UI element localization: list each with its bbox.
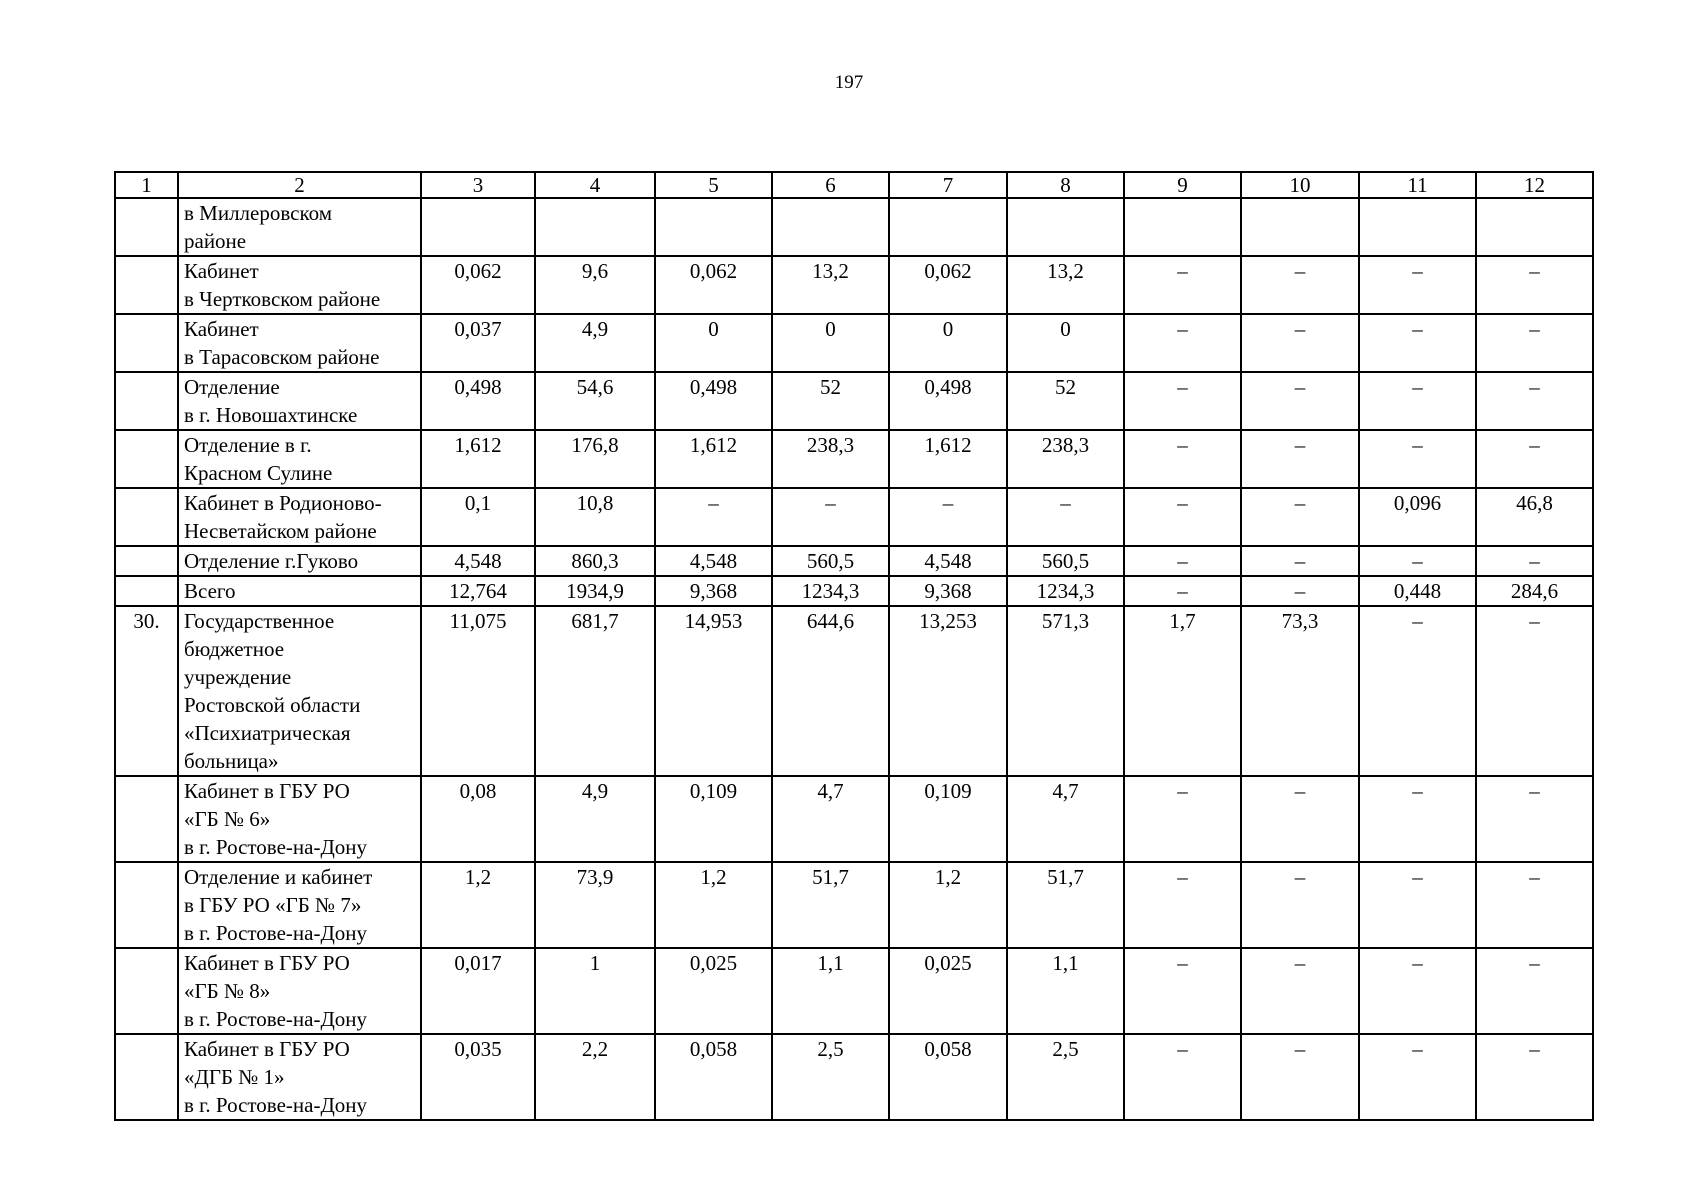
- value-cell-col-10: –: [1241, 256, 1359, 314]
- institution-name-cell: [178, 488, 421, 546]
- value-cell-col-7: 0: [889, 314, 1007, 372]
- value-cell-col-9: –: [1124, 576, 1241, 606]
- institution-name-cell: [178, 576, 421, 606]
- table-row: [115, 372, 1593, 430]
- value-cell-col-9: –: [1124, 314, 1241, 372]
- value-cell-col-4: 681,7: [535, 606, 655, 776]
- institution-name-line: учреждение: [184, 665, 292, 689]
- value-cell-col-9: –: [1124, 862, 1241, 948]
- value-cell-col-7: 0,058: [889, 1034, 1007, 1120]
- column-number: 7: [889, 172, 1007, 198]
- value-cell-col-10: –: [1241, 776, 1359, 862]
- value-cell-col-3: 0,035: [421, 1034, 535, 1120]
- value-cell-col-6: 13,2: [772, 256, 889, 314]
- value-cell-col-12: –: [1476, 372, 1593, 430]
- table-row: [115, 776, 1593, 862]
- value-cell-col-7: 1,612: [889, 430, 1007, 488]
- institution-name-cell: [178, 546, 421, 576]
- institution-name-line: Отделение и кабинет: [184, 865, 373, 889]
- institution-name-line: в г. Ростове-на-Дону: [184, 1007, 368, 1031]
- table-row: [115, 1034, 1593, 1120]
- table-row: [115, 862, 1593, 948]
- institution-name-cell: [178, 198, 421, 256]
- value-cell-col-12: –: [1476, 1034, 1593, 1120]
- row-number-cell: [115, 576, 178, 606]
- institution-name-cell: [178, 314, 421, 372]
- value-cell-col-9: [1124, 198, 1241, 256]
- institution-name-line: в Тарасовском районе: [184, 345, 380, 369]
- value-cell-col-6: [772, 198, 889, 256]
- institution-name-line: больница»: [184, 749, 279, 773]
- value-cell-col-3: 0,037: [421, 314, 535, 372]
- value-cell-col-5: 0,025: [655, 948, 772, 1034]
- institution-name-line: Ростовской области: [184, 693, 361, 717]
- institution-name-line: Отделение: [184, 375, 280, 399]
- value-cell-col-3: 1,2: [421, 862, 535, 948]
- value-cell-col-10: –: [1241, 430, 1359, 488]
- institution-name-line: Государственное: [184, 609, 335, 633]
- value-cell-col-8: 571,3: [1007, 606, 1124, 776]
- column-number: 1: [115, 172, 178, 198]
- institution-name-line: в г. Ростове-на-Дону: [184, 835, 368, 859]
- value-cell-col-10: 73,3: [1241, 606, 1359, 776]
- value-cell-col-5: 0,062: [655, 256, 772, 314]
- value-cell-col-12: –: [1476, 430, 1593, 488]
- value-cell-col-10: –: [1241, 1034, 1359, 1120]
- value-cell-col-5: 0,498: [655, 372, 772, 430]
- value-cell-col-7: 0,109: [889, 776, 1007, 862]
- value-cell-col-3: [421, 198, 535, 256]
- institution-name-line: «ГБ № 8»: [184, 979, 271, 1003]
- value-cell-col-12: –: [1476, 606, 1593, 776]
- institution-name-line: Кабинет в Родионово-: [184, 491, 382, 515]
- row-number-cell: [115, 546, 178, 576]
- value-cell-col-4: 1934,9: [535, 576, 655, 606]
- row-number-cell: [115, 776, 178, 862]
- value-cell-col-6: 4,7: [772, 776, 889, 862]
- value-cell-col-11: –: [1359, 256, 1476, 314]
- value-cell-col-11: –: [1359, 862, 1476, 948]
- value-cell-col-3: 0,08: [421, 776, 535, 862]
- value-cell-col-6: 1,1: [772, 948, 889, 1034]
- institution-name-line: Кабинет в ГБУ РО: [184, 951, 350, 975]
- value-cell-col-12: –: [1476, 948, 1593, 1034]
- institution-name-line: Отделение г.Гуково: [184, 549, 359, 573]
- value-cell-col-7: 9,368: [889, 576, 1007, 606]
- value-cell-col-10: –: [1241, 372, 1359, 430]
- value-cell-col-7: 0,062: [889, 256, 1007, 314]
- institution-name-line: районе: [184, 229, 247, 253]
- row-number-cell: [115, 1034, 178, 1120]
- value-cell-col-11: –: [1359, 776, 1476, 862]
- value-cell-col-12: –: [1476, 314, 1593, 372]
- value-cell-col-9: –: [1124, 546, 1241, 576]
- page-number: 197: [834, 72, 864, 93]
- value-cell-col-4: [535, 198, 655, 256]
- value-cell-col-6: 644,6: [772, 606, 889, 776]
- value-cell-col-4: 73,9: [535, 862, 655, 948]
- value-cell-col-4: 9,6: [535, 256, 655, 314]
- institution-name-cell: [178, 256, 421, 314]
- value-cell-col-4: 2,2: [535, 1034, 655, 1120]
- value-cell-col-9: –: [1124, 372, 1241, 430]
- institution-name-line: в г. Ростове-на-Дону: [184, 1093, 368, 1117]
- column-number: 8: [1007, 172, 1124, 198]
- institution-name-line: Красном Сулине: [184, 461, 333, 485]
- table-row: [115, 256, 1593, 314]
- institution-name-cell: [178, 1034, 421, 1120]
- row-number-cell: [115, 256, 178, 314]
- value-cell-col-4: 860,3: [535, 546, 655, 576]
- institution-name-cell: [178, 430, 421, 488]
- value-cell-col-7: 13,253: [889, 606, 1007, 776]
- row-number-cell: [115, 198, 178, 256]
- value-cell-col-3: 1,612: [421, 430, 535, 488]
- value-cell-col-10: –: [1241, 488, 1359, 546]
- value-cell-col-9: –: [1124, 948, 1241, 1034]
- value-cell-col-5: –: [655, 488, 772, 546]
- value-cell-col-4: 4,9: [535, 314, 655, 372]
- value-cell-col-8: 560,5: [1007, 546, 1124, 576]
- institution-name-line: Несветайском районе: [184, 519, 377, 543]
- value-cell-col-3: 4,548: [421, 546, 535, 576]
- value-cell-col-9: –: [1124, 1034, 1241, 1120]
- value-cell-col-6: 0: [772, 314, 889, 372]
- column-number: 10: [1241, 172, 1359, 198]
- value-cell-col-8: –: [1007, 488, 1124, 546]
- value-cell-col-3: 0,017: [421, 948, 535, 1034]
- institution-name-line: Кабинет: [184, 259, 259, 283]
- value-cell-col-7: 4,548: [889, 546, 1007, 576]
- value-cell-col-9: –: [1124, 256, 1241, 314]
- institution-name-line: в Миллеровском: [184, 201, 332, 225]
- value-cell-col-11: –: [1359, 372, 1476, 430]
- value-cell-col-7: [889, 198, 1007, 256]
- value-cell-col-4: 4,9: [535, 776, 655, 862]
- value-cell-col-10: [1241, 198, 1359, 256]
- institution-name-cell: [178, 862, 421, 948]
- value-cell-col-10: –: [1241, 948, 1359, 1034]
- institution-name-line: в г. Новошахтинске: [184, 403, 358, 427]
- table-row: [115, 198, 1593, 256]
- value-cell-col-7: –: [889, 488, 1007, 546]
- institution-name-line: «ДГБ № 1»: [184, 1065, 285, 1089]
- table-row: [115, 576, 1593, 606]
- value-cell-col-6: 560,5: [772, 546, 889, 576]
- institution-name-line: Кабинет: [184, 317, 259, 341]
- value-cell-col-11: –: [1359, 1034, 1476, 1120]
- value-cell-col-12: 284,6: [1476, 576, 1593, 606]
- table-row: [115, 606, 1593, 776]
- value-cell-col-3: 0,062: [421, 256, 535, 314]
- value-cell-col-3: 12,764: [421, 576, 535, 606]
- institution-name-line: Кабинет в ГБУ РО: [184, 779, 350, 803]
- value-cell-col-8: 13,2: [1007, 256, 1124, 314]
- institution-name-cell: [178, 776, 421, 862]
- value-cell-col-8: 1,1: [1007, 948, 1124, 1034]
- institution-name-cell: [178, 606, 421, 776]
- table-row: [115, 948, 1593, 1034]
- value-cell-col-11: 0,448: [1359, 576, 1476, 606]
- value-cell-col-6: 238,3: [772, 430, 889, 488]
- value-cell-col-3: 0,1: [421, 488, 535, 546]
- table-row: [115, 430, 1593, 488]
- value-cell-col-3: 11,075: [421, 606, 535, 776]
- institution-name-line: бюджетное: [184, 637, 285, 661]
- value-cell-col-4: 54,6: [535, 372, 655, 430]
- value-cell-col-6: 2,5: [772, 1034, 889, 1120]
- value-cell-col-8: 52: [1007, 372, 1124, 430]
- institution-name-line: в ГБУ РО «ГБ № 7»: [184, 893, 362, 917]
- value-cell-col-10: –: [1241, 576, 1359, 606]
- table-row: [115, 488, 1593, 546]
- value-cell-col-8: 2,5: [1007, 1034, 1124, 1120]
- value-cell-col-8: 51,7: [1007, 862, 1124, 948]
- value-cell-col-12: –: [1476, 862, 1593, 948]
- value-cell-col-5: 1,612: [655, 430, 772, 488]
- value-cell-col-5: 0,109: [655, 776, 772, 862]
- row-number-cell: [115, 430, 178, 488]
- value-cell-col-12: –: [1476, 546, 1593, 576]
- value-cell-col-11: –: [1359, 606, 1476, 776]
- row-number-cell: [115, 862, 178, 948]
- institution-name-line: Всего: [184, 579, 236, 603]
- value-cell-col-5: 4,548: [655, 546, 772, 576]
- value-cell-col-5: [655, 198, 772, 256]
- value-cell-col-9: –: [1124, 776, 1241, 862]
- value-cell-col-8: [1007, 198, 1124, 256]
- value-cell-col-11: [1359, 198, 1476, 256]
- row-number-cell: [115, 314, 178, 372]
- value-cell-col-4: 1: [535, 948, 655, 1034]
- data-table: [114, 171, 1594, 1121]
- value-cell-col-4: 10,8: [535, 488, 655, 546]
- column-number: 4: [535, 172, 655, 198]
- institution-name-line: «ГБ № 6»: [184, 807, 271, 831]
- value-cell-col-6: 52: [772, 372, 889, 430]
- column-number: 6: [772, 172, 889, 198]
- value-cell-col-5: 14,953: [655, 606, 772, 776]
- column-number: 9: [1124, 172, 1241, 198]
- value-cell-col-11: –: [1359, 430, 1476, 488]
- value-cell-col-8: 4,7: [1007, 776, 1124, 862]
- row-number-cell: [115, 488, 178, 546]
- value-cell-col-6: 51,7: [772, 862, 889, 948]
- institution-name-cell: [178, 948, 421, 1034]
- value-cell-col-5: 0: [655, 314, 772, 372]
- value-cell-col-9: –: [1124, 430, 1241, 488]
- row-number-cell: [115, 372, 178, 430]
- value-cell-col-5: 0,058: [655, 1034, 772, 1120]
- institution-name-line: «Психиатрическая: [184, 721, 351, 745]
- row-number-cell: [115, 948, 178, 1034]
- value-cell-col-10: –: [1241, 546, 1359, 576]
- value-cell-col-12: 46,8: [1476, 488, 1593, 546]
- row-number-cell: 30.: [115, 606, 178, 776]
- value-cell-col-12: [1476, 198, 1593, 256]
- value-cell-col-7: 0,498: [889, 372, 1007, 430]
- column-number: 11: [1359, 172, 1476, 198]
- institution-name-cell: [178, 372, 421, 430]
- value-cell-col-3: 0,498: [421, 372, 535, 430]
- institution-name-line: Кабинет в ГБУ РО: [184, 1037, 350, 1061]
- value-cell-col-9: –: [1124, 488, 1241, 546]
- value-cell-col-5: 9,368: [655, 576, 772, 606]
- column-number: 5: [655, 172, 772, 198]
- column-number: 2: [178, 172, 421, 198]
- value-cell-col-9: 1,7: [1124, 606, 1241, 776]
- value-cell-col-12: –: [1476, 256, 1593, 314]
- value-cell-col-8: 1234,3: [1007, 576, 1124, 606]
- column-number-row: [115, 172, 1593, 198]
- value-cell-col-11: –: [1359, 546, 1476, 576]
- column-number: 3: [421, 172, 535, 198]
- value-cell-col-10: –: [1241, 862, 1359, 948]
- value-cell-col-11: –: [1359, 948, 1476, 1034]
- value-cell-col-11: 0,096: [1359, 488, 1476, 546]
- value-cell-col-6: –: [772, 488, 889, 546]
- institution-name-line: в Чертковском районе: [184, 287, 381, 311]
- value-cell-col-12: –: [1476, 776, 1593, 862]
- table-row: [115, 314, 1593, 372]
- value-cell-col-6: 1234,3: [772, 576, 889, 606]
- institution-name-line: в г. Ростове-на-Дону: [184, 921, 368, 945]
- value-cell-col-10: –: [1241, 314, 1359, 372]
- table-row: [115, 546, 1593, 576]
- value-cell-col-7: 1,2: [889, 862, 1007, 948]
- column-number: 12: [1476, 172, 1593, 198]
- value-cell-col-7: 0,025: [889, 948, 1007, 1034]
- institution-name-line: Отделение в г.: [184, 433, 312, 457]
- value-cell-col-8: 0: [1007, 314, 1124, 372]
- value-cell-col-11: –: [1359, 314, 1476, 372]
- value-cell-col-4: 176,8: [535, 430, 655, 488]
- value-cell-col-5: 1,2: [655, 862, 772, 948]
- value-cell-col-8: 238,3: [1007, 430, 1124, 488]
